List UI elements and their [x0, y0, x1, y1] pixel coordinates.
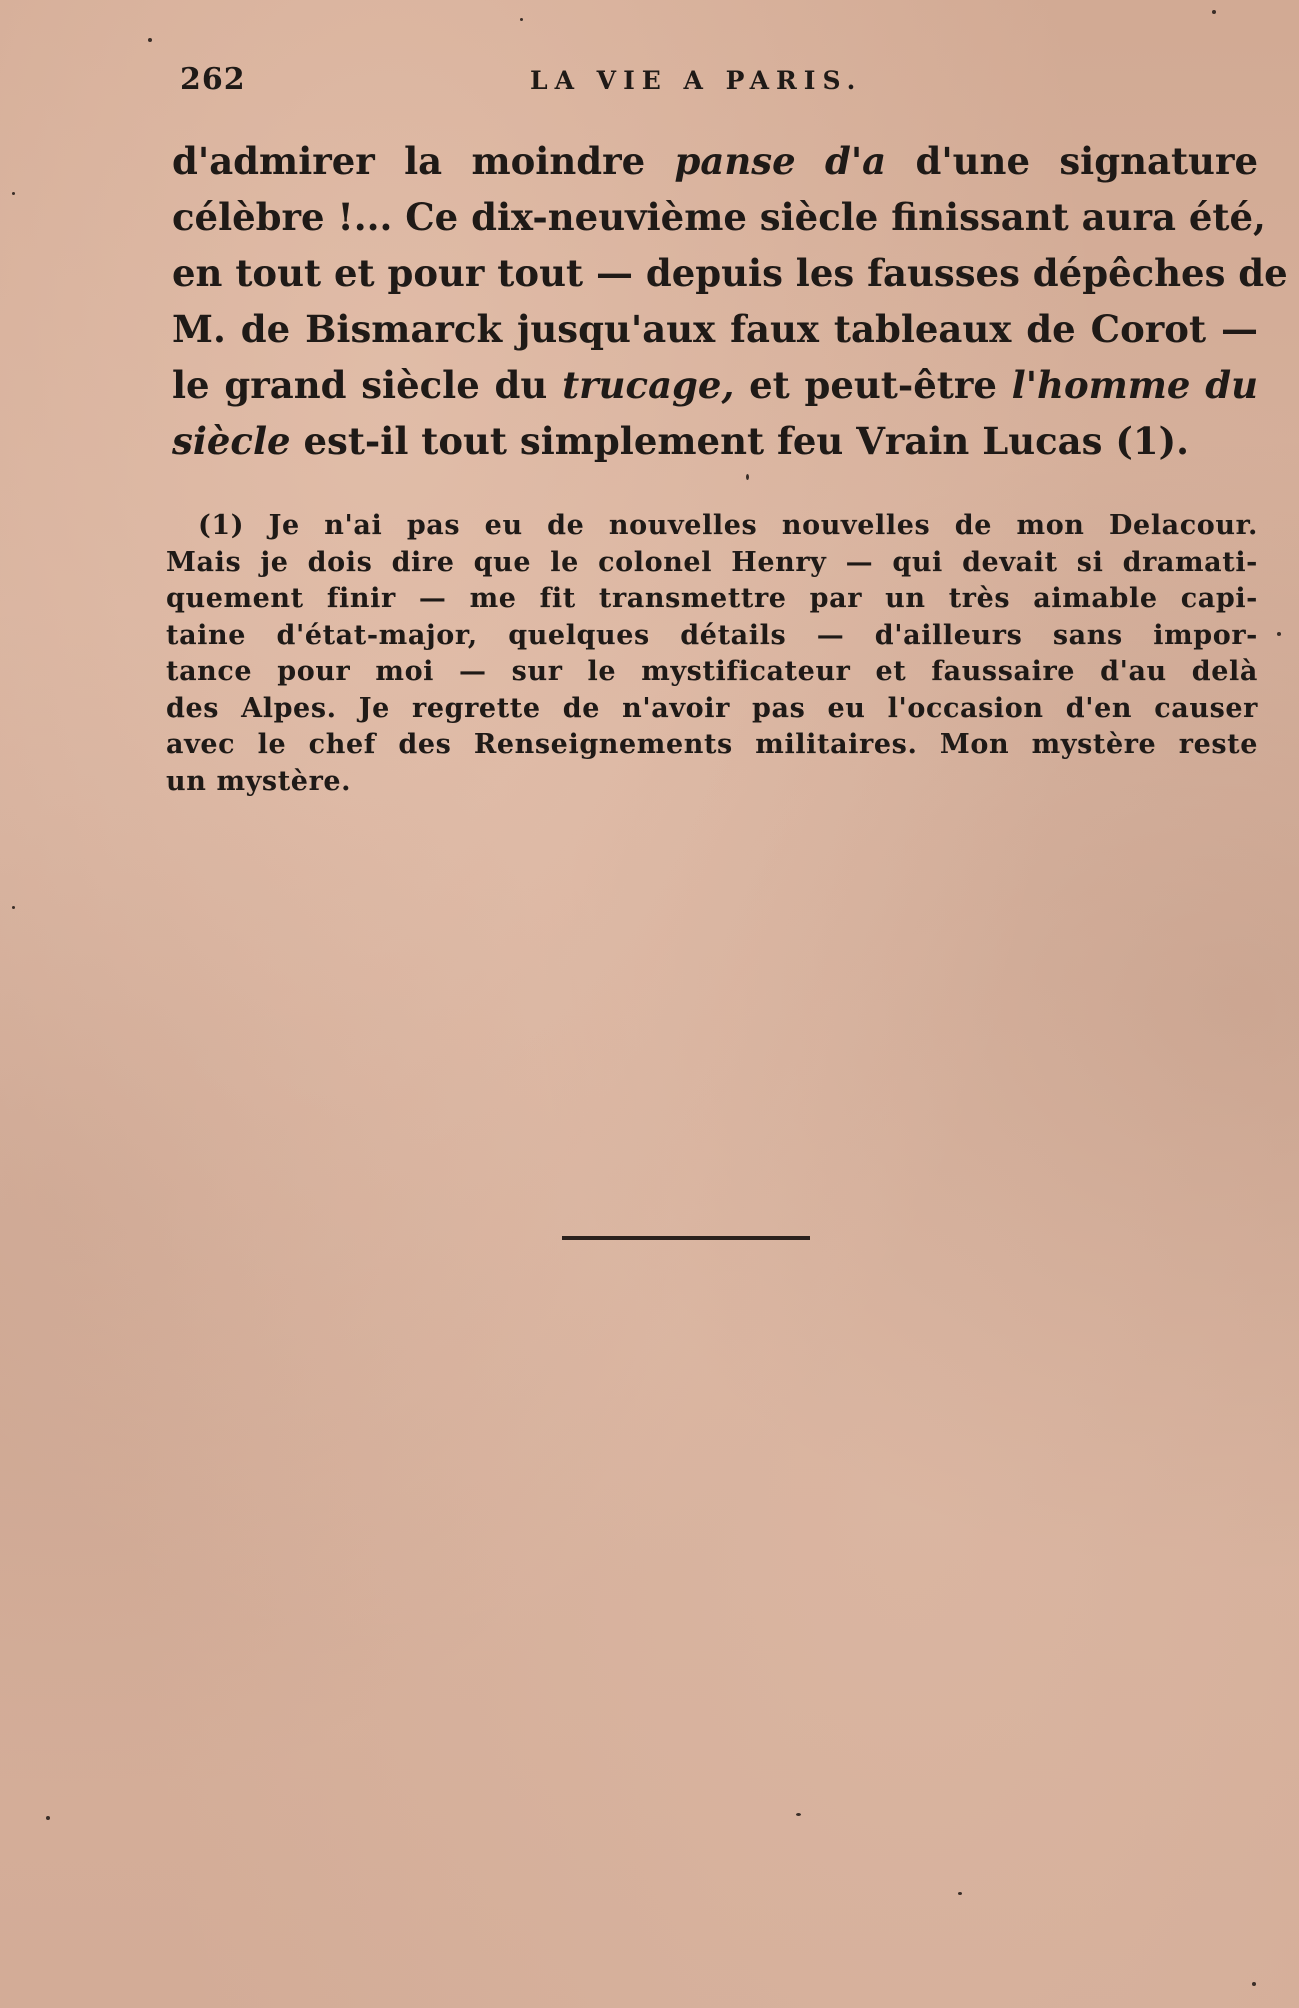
- running-title: LA VIE A PARIS.: [530, 66, 863, 95]
- footnote-line: des Alpes. Je regrette de n'avoir pas eu l'occasion d'en causer: [166, 692, 1258, 724]
- paper-speck: [1277, 632, 1281, 636]
- paper-speck: [520, 18, 523, 21]
- body-line: [172, 245, 1288, 301]
- paper-speck: [796, 1813, 801, 1816]
- body-line: [172, 413, 1258, 469]
- paper-speck: [958, 1892, 962, 1895]
- footnote-line: tance pour moi — sur le mystificateur et faussaire d'au delà: [166, 656, 1258, 687]
- footnote-line: quement finir — me fit transmettre par un très aimable capi-: [166, 583, 1258, 614]
- italic-phrase: panse d'a: [674, 139, 887, 183]
- body-line: [172, 357, 1258, 413]
- footnote-line: un mystère.: [166, 765, 352, 797]
- footnote-line: Mais je dois dire que le colonel Henry — qui devait si dramati-: [166, 546, 1258, 578]
- body-text-segment: célèbre !... Ce dix-neuvième siècle finissant aura été,: [172, 195, 1266, 239]
- paper-speck: [1212, 10, 1216, 14]
- paper-speck: [1252, 1982, 1256, 1986]
- page-number: 262: [180, 62, 246, 97]
- footnote: [166, 508, 1258, 800]
- body-text-segment: et peut-être: [734, 363, 1012, 407]
- paper-speck: [148, 38, 152, 42]
- paper-speck: [12, 192, 15, 195]
- end-rule: [562, 1236, 810, 1240]
- footnote-line: (1) Je n'ai pas eu de nouvelles nouvelles de mon Delacour.: [198, 510, 1258, 541]
- body-text-segment: d'admirer la moindre: [172, 139, 675, 183]
- paper-speck: [46, 1816, 50, 1820]
- paper-speck: [746, 474, 749, 480]
- paper-speck: [12, 906, 15, 909]
- body-line: [172, 189, 1266, 245]
- body-text-segment: est-il tout simplement feu Vrain Lucas (1).: [290, 419, 1189, 463]
- running-head: [180, 62, 1260, 102]
- body-text-segment: le grand siècle du: [172, 363, 563, 407]
- body-text-segment: en tout et pour tout — depuis les fausses dépêches de: [172, 251, 1288, 295]
- footnote-line: avec le chef des Renseignements militaires. Mon mystère reste: [166, 729, 1258, 760]
- body-line: [172, 133, 1258, 189]
- italic-phrase: siècle: [172, 419, 291, 463]
- italic-phrase: trucage,: [562, 363, 735, 407]
- body-text-segment: d'une signature: [886, 139, 1258, 183]
- body-paragraph: [172, 133, 1288, 469]
- body-text-segment: M. de Bismarck jusqu'aux faux tableaux de Corot —: [172, 307, 1258, 351]
- footnote-line: taine d'état-major, quelques détails — d'ailleurs sans impor-: [166, 619, 1258, 651]
- body-line: [172, 301, 1258, 357]
- italic-phrase: l'homme du: [1011, 363, 1259, 407]
